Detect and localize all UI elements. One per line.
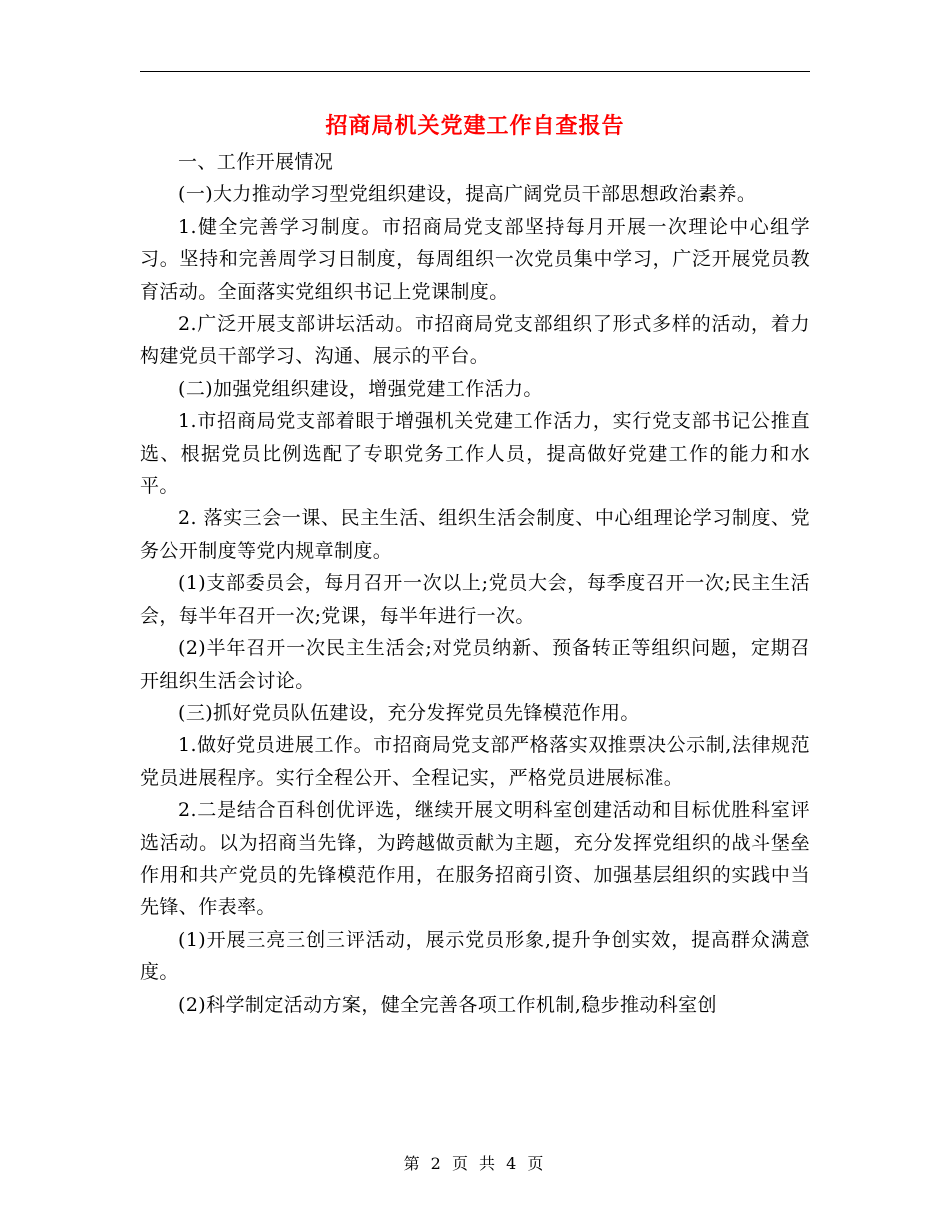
body-paragraph: (1)支部委员会，每月召开一次以上;党员大会，每季度召开一次;民主生活会，每半年召开一次;党课，每半年进行一次。	[140, 572, 810, 627]
body-paragraph: 1.健全完善学习制度。市招商局党支部坚持每月开展一次理论中心组学习。坚持和完善周学习日制度，每周组织一次党员集中学习，广泛开展党员教育活动。全面落实党组织书记上党课制度。	[140, 215, 810, 303]
body-paragraph: 2.广泛开展支部讲坛活动。市招商局党支部组织了形式多样的活动，着力构建党员干部学习、沟通、展示的平台。	[140, 313, 810, 368]
page-number-footer: 第 2 页 共 4 页	[403, 1154, 547, 1173]
body-paragraph: (2)半年召开一次民主生活会;对党员纳新、预备转正等组织问题，定期召开组织生活会讨论。	[140, 637, 810, 692]
section-heading: 一、工作开展情况	[178, 151, 334, 173]
body-paragraph: 1.市招商局党支部着眼于增强机关党建工作活力，实行党支部书记公推直选、根据党员比例选配了专职党务工作人员，提高做好党建工作的能力和水平。	[140, 410, 810, 498]
document-title: 招商局机关党建工作自查报告	[325, 113, 625, 139]
subsection-heading: (三)抓好党员队伍建设，充分发挥党员先锋模范作用。	[178, 701, 640, 724]
body-paragraph: 2.二是结合百科创优评选，继续开展文明科室创建活动和目标优胜科室评选活动。以为招商当先锋，为跨越做贡献为主题，充分发挥党组织的战斗堡垒作用和共产党员的先锋模范作用，在服务招商引资、加强基层组织的实践中当先锋、作表率。	[140, 799, 810, 919]
header-rule	[140, 71, 810, 72]
body-paragraph: 1.做好党员进展工作。市招商局党支部严格落实双推票决公示制,法律规范党员进展程序。实行全程公开、全程记实，严格党员进展标准。	[140, 734, 810, 789]
body-paragraph: 2. 落实三会一课、民主生活、组织生活会制度、中心组理论学习制度、党务公开制度等党内规章制度。	[140, 507, 810, 562]
document-body	[140, 146, 810, 1021]
subsection-heading: (二)加强党组织建设，增强党建工作活力。	[178, 377, 543, 400]
body-paragraph: (2)科学制定活动方案，健全完善各项工作机制,稳步推动科室创	[178, 993, 717, 1016]
body-paragraph: (1)开展三亮三创三评活动，展示党员形象,提升争创实效，提高群众满意度。	[140, 928, 810, 984]
subsection-heading: (一)大力推动学习型党组织建设，提高广阔党员干部思想政治素养。	[178, 183, 757, 206]
